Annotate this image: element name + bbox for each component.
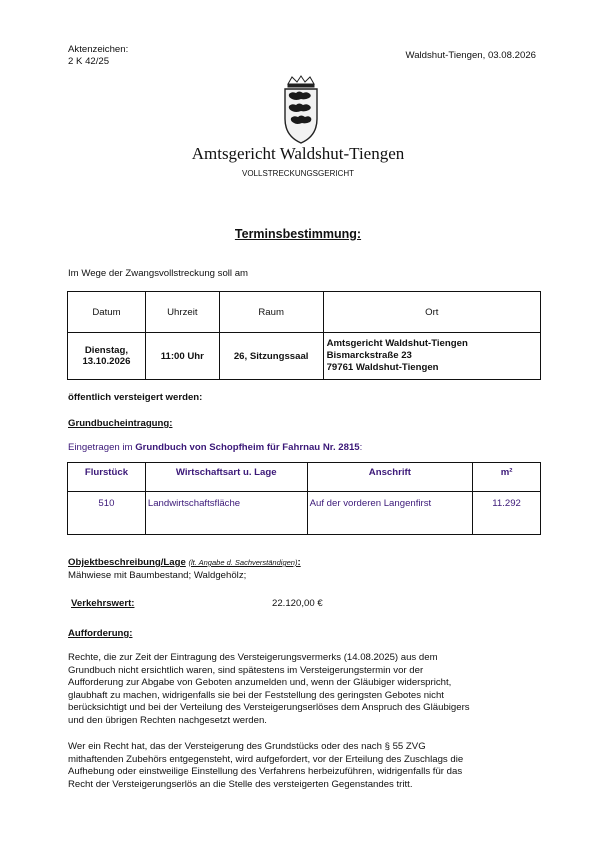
document-title: Terminsbestimmung: (234, 227, 362, 241)
court-department: VOLLSTRECKUNGSGERICHT (241, 169, 355, 178)
paragraph-line: mithaftenden Zubehörs entgegensteht, wird aufgefordert, vor der Erteilung des Zuschlags die (68, 753, 464, 765)
ort-line-1: Amtsgericht Waldshut-Tiengen (326, 338, 468, 349)
aktenzeichen-label: Aktenzeichen: (68, 44, 129, 55)
cell-ort (323, 333, 540, 380)
ort-line-3: 79761 Waldshut-Tiengen (326, 362, 439, 373)
aktenzeichen-block (68, 44, 128, 68)
col-header-raum: Raum (219, 292, 323, 333)
objekt-note: (lt. Angabe d. Sachverständigen) (188, 558, 298, 567)
aufforderung-heading: Aufforderung: (68, 628, 133, 639)
aufforderung-paragraph-2 (68, 741, 538, 791)
verkehrswert-label: Verkehrswert: (71, 598, 135, 609)
col-header-flurstueck: Flurstück (68, 463, 146, 492)
grundbuch-entry (68, 442, 362, 453)
objekt-colon: : (297, 557, 301, 568)
verkehrswert-value: 22.120,00 € (272, 598, 323, 609)
versteigert-text: öffentlich versteigert werden: (68, 392, 203, 403)
cell-flurstueck: 510 (68, 492, 146, 535)
col-header-uhrzeit: Uhrzeit (145, 292, 219, 333)
court-name: Amtsgericht Waldshut-Tiengen (191, 144, 405, 163)
cell-wirtschaftsart: Landwirtschaftsfläche (145, 492, 307, 535)
objekt-heading-line (68, 557, 301, 568)
paragraph-line: glaubhaft zu machen, widrigenfalls sie bei der Feststellung des geringsten Gebotes nicht (68, 689, 444, 701)
termin-table (67, 291, 541, 380)
paragraph-line: Grundbuch nicht ersichtlich waren, sind spätestens im Versteigerungstermin vor der (68, 664, 424, 676)
flurstueck-table (67, 462, 541, 535)
cell-raum: 26, Sitzungssaal (219, 333, 323, 380)
col-header-flaeche: m² (473, 463, 541, 492)
paragraph-line: Recht der Versteigerungserlös an die Stelle des versteigerten Gegenstandes tritt. (68, 778, 413, 790)
cell-uhrzeit: 11:00 Uhr (145, 333, 219, 380)
place-date: Waldshut-Tiengen, 03.08.2026 (405, 50, 536, 61)
paragraph-line: Rechte, die zur Zeit der Eintragung des Versteigerungsvermerks (14.08.2025) aus dem (68, 652, 438, 663)
col-header-anschrift: Anschrift (307, 463, 473, 492)
objekt-description: Mähwiese mit Baumbestand; Waldgehölz; (68, 570, 247, 581)
col-header-datum: Datum (68, 292, 146, 333)
grundbuch-entry-suffix: : (359, 442, 363, 453)
table-header-row (68, 292, 541, 333)
intro-text: Im Wege der Zwangsvollstreckung soll am (68, 268, 249, 279)
datum-weekday: Dienstag, (84, 345, 129, 356)
grundbuch-entry-prefix: Eingetragen im (68, 442, 136, 453)
cell-datum (68, 333, 146, 380)
aktenzeichen-value: 2 K 42/25 (68, 56, 110, 67)
aufforderung-paragraph-1 (68, 652, 538, 728)
grundbuch-entry-name: Grundbuch von Schopfheim für Fahrnau Nr. 2815 (135, 442, 360, 453)
col-header-wirtschaftsart: Wirtschaftsart u. Lage (145, 463, 307, 492)
objekt-heading: Objektbeschreibung/Lage (68, 557, 186, 568)
table-header-row (68, 463, 541, 492)
table-row (68, 492, 541, 535)
table-row (68, 333, 541, 380)
datum-date: 13.10.2026 (82, 356, 131, 367)
paragraph-line: Aufforderung zur Abgabe von Geboten anzumelden und, wenn der Gläubiger widerspricht, (68, 677, 452, 689)
paragraph-line: Aufhebung oder einstweilige Einstellung des Verfahrens herbeizuführen, widrigenfalls für das (68, 766, 463, 778)
cell-anschrift: Auf der vorderen Langenfirst (307, 492, 473, 535)
paragraph-line: und den übrigen Rechten nachgesetzt werden. (68, 714, 267, 726)
paragraph-line: Wer ein Recht hat, das der Versteigerung des Grundstücks oder des nach § 55 ZVG (68, 741, 426, 752)
grundbuch-heading: Grundbucheintragung: (68, 418, 173, 429)
cell-flaeche: 11.292 (473, 492, 541, 535)
coat-of-arms-icon (280, 74, 322, 146)
paragraph-line: berücksichtigt und bei der Verteilung des Versteigerungserlöses dem Anspruch des Gläubigers (68, 702, 470, 714)
ort-line-2: Bismarckstraße 23 (326, 350, 412, 361)
col-header-ort: Ort (323, 292, 540, 333)
